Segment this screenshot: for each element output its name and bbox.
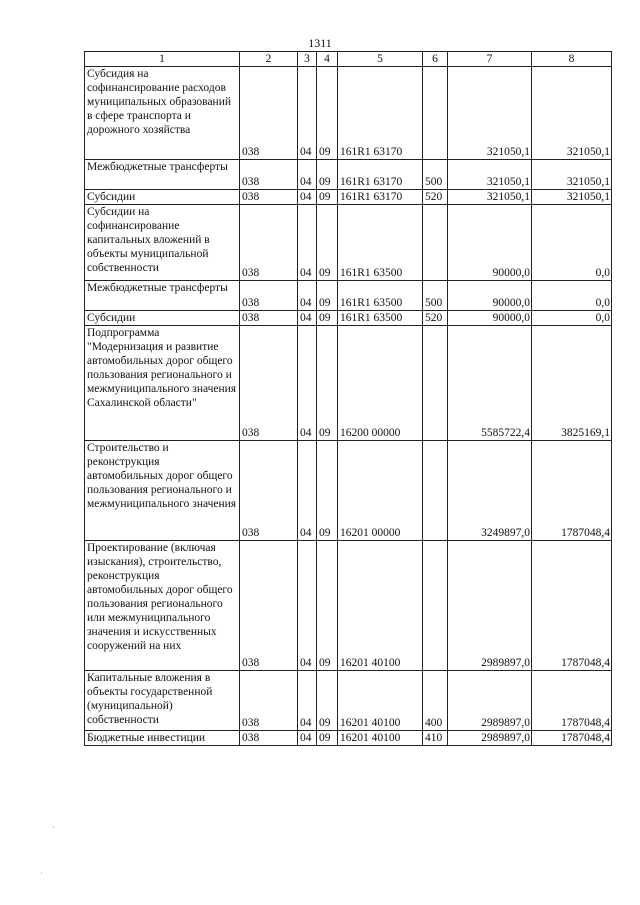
column-header: 5 xyxy=(338,52,423,67)
row-subsection-cell: 09 xyxy=(317,311,338,326)
row-subsection-cell: 09 xyxy=(317,541,338,671)
row-target-code-cell: 16200 00000 xyxy=(338,326,423,441)
row-amount-2-cell: 1787048,4 xyxy=(532,541,612,671)
scan-speck: · xyxy=(52,822,55,832)
row-subsection-cell: 09 xyxy=(317,731,338,746)
row-subsection-cell: 09 xyxy=(317,281,338,311)
row-subsection-cell: 09 xyxy=(317,205,338,281)
row-amount-2-cell: 1787048,4 xyxy=(532,731,612,746)
row-amount-2-cell: 321050,1 xyxy=(532,190,612,205)
row-name-cell: Субсидии xyxy=(85,311,240,326)
table-row xyxy=(85,541,612,671)
row-expense-type-cell xyxy=(423,205,448,281)
row-admin-code-cell: 038 xyxy=(240,67,298,160)
row-target-code-cell: 16201 40100 xyxy=(338,731,423,746)
row-section-cell: 04 xyxy=(298,541,317,671)
row-name-cell: Бюджетные инвестиции xyxy=(85,731,240,746)
row-section-cell: 04 xyxy=(298,160,317,190)
table-row xyxy=(85,190,612,205)
table-row xyxy=(85,67,612,160)
row-amount-1-cell: 321050,1 xyxy=(448,67,532,160)
row-name-cell: Субсидия на софинансирование расходов муниципальных образований в сфере транспорта и дорожного хозяйства xyxy=(85,67,240,160)
table-row xyxy=(85,160,612,190)
table-row xyxy=(85,311,612,326)
row-target-code-cell: 16201 40100 xyxy=(338,671,423,731)
row-amount-1-cell: 321050,1 xyxy=(448,160,532,190)
row-name-cell: Подпрограмма "Модернизация и развитие автомобильных дорог общего пользования регионального и межмуниципального значения Сахалинской области" xyxy=(85,326,240,441)
row-amount-2-cell: 0,0 xyxy=(532,311,612,326)
row-name-cell: Проектирование (включая изыскания), строительство, реконструкция автомобильных дорог общего пользования регионального или межмуниципального значения и искусственных сооружений на них xyxy=(85,541,240,671)
row-section-cell: 04 xyxy=(298,671,317,731)
row-section-cell: 04 xyxy=(298,205,317,281)
table-row xyxy=(85,326,612,441)
row-section-cell: 04 xyxy=(298,731,317,746)
row-target-code-cell: 16201 40100 xyxy=(338,541,423,671)
row-admin-code-cell: 038 xyxy=(240,326,298,441)
row-section-cell: 04 xyxy=(298,281,317,311)
table-row xyxy=(85,205,612,281)
row-amount-1-cell: 90000,0 xyxy=(448,205,532,281)
row-name-cell: Субсидии на софинансирование капитальных вложений в объекты муниципальной собственности xyxy=(85,205,240,281)
row-subsection-cell: 09 xyxy=(317,160,338,190)
row-expense-type-cell xyxy=(423,541,448,671)
table-row xyxy=(85,731,612,746)
row-section-cell: 04 xyxy=(298,67,317,160)
row-section-cell: 04 xyxy=(298,326,317,441)
row-name-cell: Межбюджетные трансферты xyxy=(85,160,240,190)
row-target-code-cell: 161R1 63500 xyxy=(338,281,423,311)
column-header: 7 xyxy=(448,52,532,67)
row-expense-type-cell: 520 xyxy=(423,190,448,205)
row-amount-2-cell: 321050,1 xyxy=(532,160,612,190)
row-amount-1-cell: 2989897,0 xyxy=(448,731,532,746)
row-admin-code-cell: 038 xyxy=(240,281,298,311)
column-header: 6 xyxy=(423,52,448,67)
row-amount-1-cell: 90000,0 xyxy=(448,311,532,326)
row-expense-type-cell xyxy=(423,326,448,441)
row-admin-code-cell: 038 xyxy=(240,160,298,190)
row-admin-code-cell: 038 xyxy=(240,731,298,746)
row-target-code-cell: 161R1 63500 xyxy=(338,311,423,326)
page-number: 1311 xyxy=(308,36,332,50)
row-amount-1-cell: 90000,0 xyxy=(448,281,532,311)
row-admin-code-cell: 038 xyxy=(240,190,298,205)
row-amount-1-cell: 2989897,0 xyxy=(448,541,532,671)
row-target-code-cell: 161R1 63170 xyxy=(338,160,423,190)
row-amount-2-cell: 321050,1 xyxy=(532,67,612,160)
table-row xyxy=(85,281,612,311)
row-name-cell: Межбюджетные трансферты xyxy=(85,281,240,311)
row-subsection-cell: 09 xyxy=(317,326,338,441)
row-expense-type-cell: 520 xyxy=(423,311,448,326)
table-row xyxy=(85,671,612,731)
row-amount-2-cell: 1787048,4 xyxy=(532,671,612,731)
table-header-row xyxy=(85,52,612,67)
row-expense-type-cell: 400 xyxy=(423,671,448,731)
row-admin-code-cell: 038 xyxy=(240,541,298,671)
table-body xyxy=(85,67,612,746)
row-amount-1-cell: 321050,1 xyxy=(448,190,532,205)
row-subsection-cell: 09 xyxy=(317,441,338,541)
column-header: 1 xyxy=(85,52,240,67)
budget-table xyxy=(84,51,612,746)
row-name-cell: Капитальные вложения в объекты государственной (муниципальной) собственности xyxy=(85,671,240,731)
row-target-code-cell: 16201 00000 xyxy=(338,441,423,541)
row-expense-type-cell: 500 xyxy=(423,160,448,190)
row-amount-2-cell: 1787048,4 xyxy=(532,441,612,541)
row-admin-code-cell: 038 xyxy=(240,671,298,731)
row-section-cell: 04 xyxy=(298,190,317,205)
row-section-cell: 04 xyxy=(298,311,317,326)
row-expense-type-cell xyxy=(423,67,448,160)
row-expense-type-cell xyxy=(423,441,448,541)
row-admin-code-cell: 038 xyxy=(240,205,298,281)
row-subsection-cell: 09 xyxy=(317,67,338,160)
row-subsection-cell: 09 xyxy=(317,190,338,205)
row-subsection-cell: 09 xyxy=(317,671,338,731)
row-admin-code-cell: 038 xyxy=(240,311,298,326)
scan-speck: · xyxy=(40,868,43,878)
row-amount-1-cell: 2989897,0 xyxy=(448,671,532,731)
row-name-cell: Субсидии xyxy=(85,190,240,205)
row-expense-type-cell: 500 xyxy=(423,281,448,311)
row-amount-2-cell: 0,0 xyxy=(532,281,612,311)
row-admin-code-cell: 038 xyxy=(240,441,298,541)
row-amount-1-cell: 3249897,0 xyxy=(448,441,532,541)
row-amount-1-cell: 5585722,4 xyxy=(448,326,532,441)
row-name-cell: Строительство и реконструкция автомобильных дорог общего пользования регионального и межмуниципального значения xyxy=(85,441,240,541)
row-target-code-cell: 161R1 63170 xyxy=(338,190,423,205)
row-target-code-cell: 161R1 63500 xyxy=(338,205,423,281)
row-expense-type-cell: 410 xyxy=(423,731,448,746)
table-row xyxy=(85,441,612,541)
column-header: 2 xyxy=(240,52,298,67)
row-section-cell: 04 xyxy=(298,441,317,541)
row-amount-2-cell: 0,0 xyxy=(532,205,612,281)
row-target-code-cell: 161R1 63170 xyxy=(338,67,423,160)
column-header: 4 xyxy=(317,52,338,67)
column-header: 8 xyxy=(532,52,612,67)
column-header: 3 xyxy=(298,52,317,67)
row-amount-2-cell: 3825169,1 xyxy=(532,326,612,441)
